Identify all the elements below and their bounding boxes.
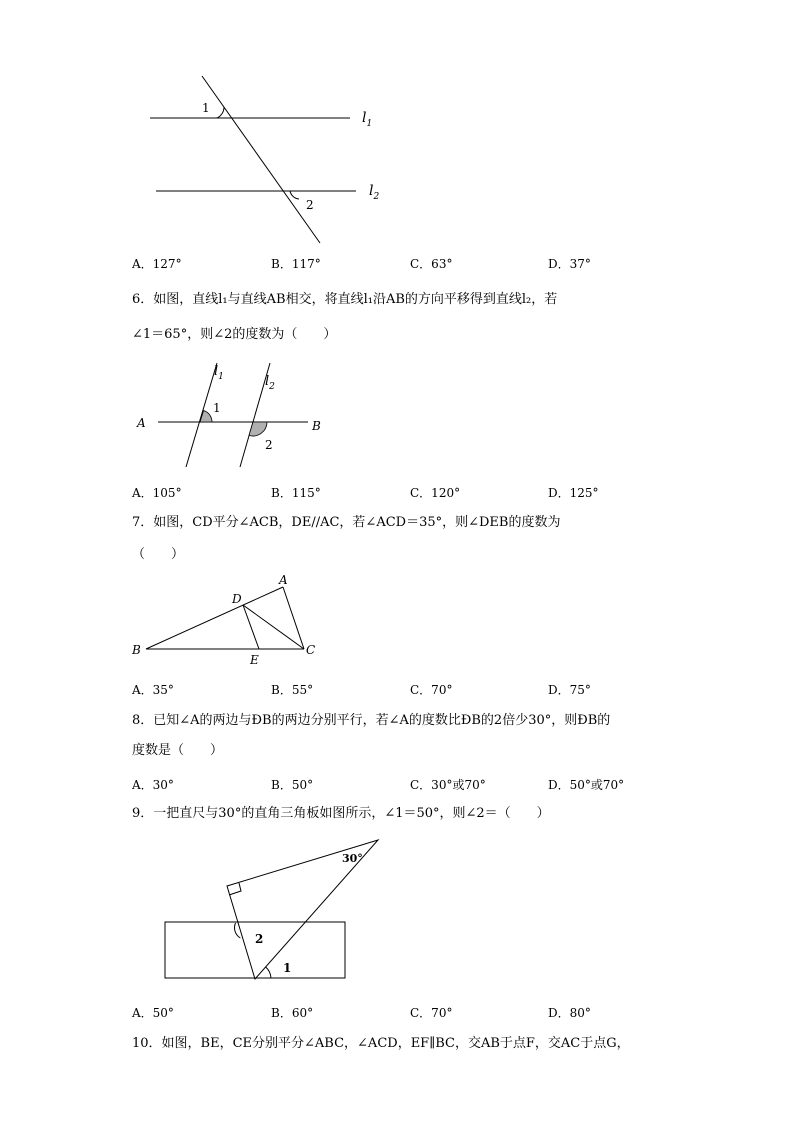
q5-option-b[interactable]: B．117° xyxy=(271,257,321,271)
q6-label-l1: $l_1$ xyxy=(214,364,224,382)
q5-label-l1: $l_1$ xyxy=(362,110,373,129)
q7-label-D: D xyxy=(232,592,242,606)
q9-angle1-arc xyxy=(266,967,271,978)
q7-label-C: C xyxy=(306,643,316,657)
q9-label-2: 2 xyxy=(255,932,264,946)
q8-stem-line1: 8．已知∠A的两边与ÐB的两边分别平行，若∠A的度数比ÐB的2倍少30°，则ÐB的 xyxy=(132,713,611,728)
q5-label-2: 2 xyxy=(306,198,314,212)
q8-stem-line2: 度数是（ ） xyxy=(132,743,224,758)
q8-option-d[interactable]: D．50°或70° xyxy=(548,778,625,792)
q6-label-A: A xyxy=(137,416,146,430)
q7-option-d[interactable]: D．75° xyxy=(548,683,591,697)
q5-option-d[interactable]: D．37° xyxy=(548,257,591,271)
q6-stem-line1: 6．如图，直线l₁与直线AB相交，将直线l₁沿AB的方向平移得到直线l₂，若 xyxy=(132,292,558,307)
q6-option-c[interactable]: C．120° xyxy=(410,486,461,500)
q6-label-2: 2 xyxy=(265,438,273,452)
q9-angle2-arc xyxy=(235,923,241,938)
q7-option-c[interactable]: C．70° xyxy=(410,683,453,697)
q9-figure xyxy=(160,835,390,990)
q10-stem-line1: 10．如图，BE，CE分别平分∠ABC，∠ACD，EF∥BC，交AB于点F，交AC于点G， xyxy=(132,1036,630,1051)
q6-figure xyxy=(130,358,330,473)
q6-line-l1 xyxy=(186,363,217,467)
q6-angle1-shade xyxy=(200,411,212,423)
q8-option-a[interactable]: A．30° xyxy=(132,778,174,792)
q6-stem-line2: ∠1＝65°，则∠2的度数为（ ） xyxy=(132,327,337,342)
q5-transversal xyxy=(202,76,320,243)
q5-option-a[interactable]: A．127° xyxy=(132,257,182,271)
q7-figure xyxy=(128,570,328,670)
q5-angle2-arc xyxy=(290,191,299,199)
q9-stem-line1: 9．一把直尺与30°的直角三角板如图所示，∠1＝50°，则∠2＝（ ） xyxy=(132,806,550,821)
q7-label-B: B xyxy=(132,643,141,657)
q7-segment-de xyxy=(243,605,259,649)
q6-angle2-shade xyxy=(249,422,267,436)
q7-segment-ba xyxy=(146,587,283,649)
q7-option-a[interactable]: A．35° xyxy=(132,683,174,697)
q9-option-b[interactable]: B．60° xyxy=(271,1006,314,1020)
q9-option-d[interactable]: D．80° xyxy=(548,1006,591,1020)
q7-stem-line1: 7．如图，CD平分∠ACB，DE//AC，若∠ACD＝35°，则∠DEB的度数为 xyxy=(132,515,561,530)
q5-label-l2: $l_2$ xyxy=(369,183,380,202)
q7-label-E: E xyxy=(250,653,259,667)
q9-label-30: 30° xyxy=(342,852,363,865)
q7-segment-ac xyxy=(283,587,304,649)
q9-option-a[interactable]: A．50° xyxy=(132,1006,174,1020)
q6-label-B: B xyxy=(312,419,321,433)
q6-label-l2: $l_2$ xyxy=(265,374,275,392)
q6-option-d[interactable]: D．125° xyxy=(548,486,599,500)
q8-option-b[interactable]: B．50° xyxy=(271,778,314,792)
q7-segment-cd xyxy=(243,605,304,649)
q9-option-c[interactable]: C．70° xyxy=(410,1006,453,1020)
q9-label-1: 1 xyxy=(283,961,292,975)
q5-angle1-arc xyxy=(217,107,224,118)
q5-option-c[interactable]: C．63° xyxy=(410,257,453,271)
q9-ruler xyxy=(165,922,345,978)
q5-figure xyxy=(140,70,400,250)
q6-label-1: 1 xyxy=(213,401,221,415)
q7-label-A: A xyxy=(279,573,288,587)
q6-option-a[interactable]: A．105° xyxy=(132,486,182,500)
q6-option-b[interactable]: B．115° xyxy=(271,486,321,500)
q5-label-1: 1 xyxy=(202,101,210,115)
q8-option-c[interactable]: C．30°或70° xyxy=(410,778,486,792)
q7-option-b[interactable]: B．55° xyxy=(271,683,314,697)
q7-stem-line2: （ ） xyxy=(132,547,185,562)
